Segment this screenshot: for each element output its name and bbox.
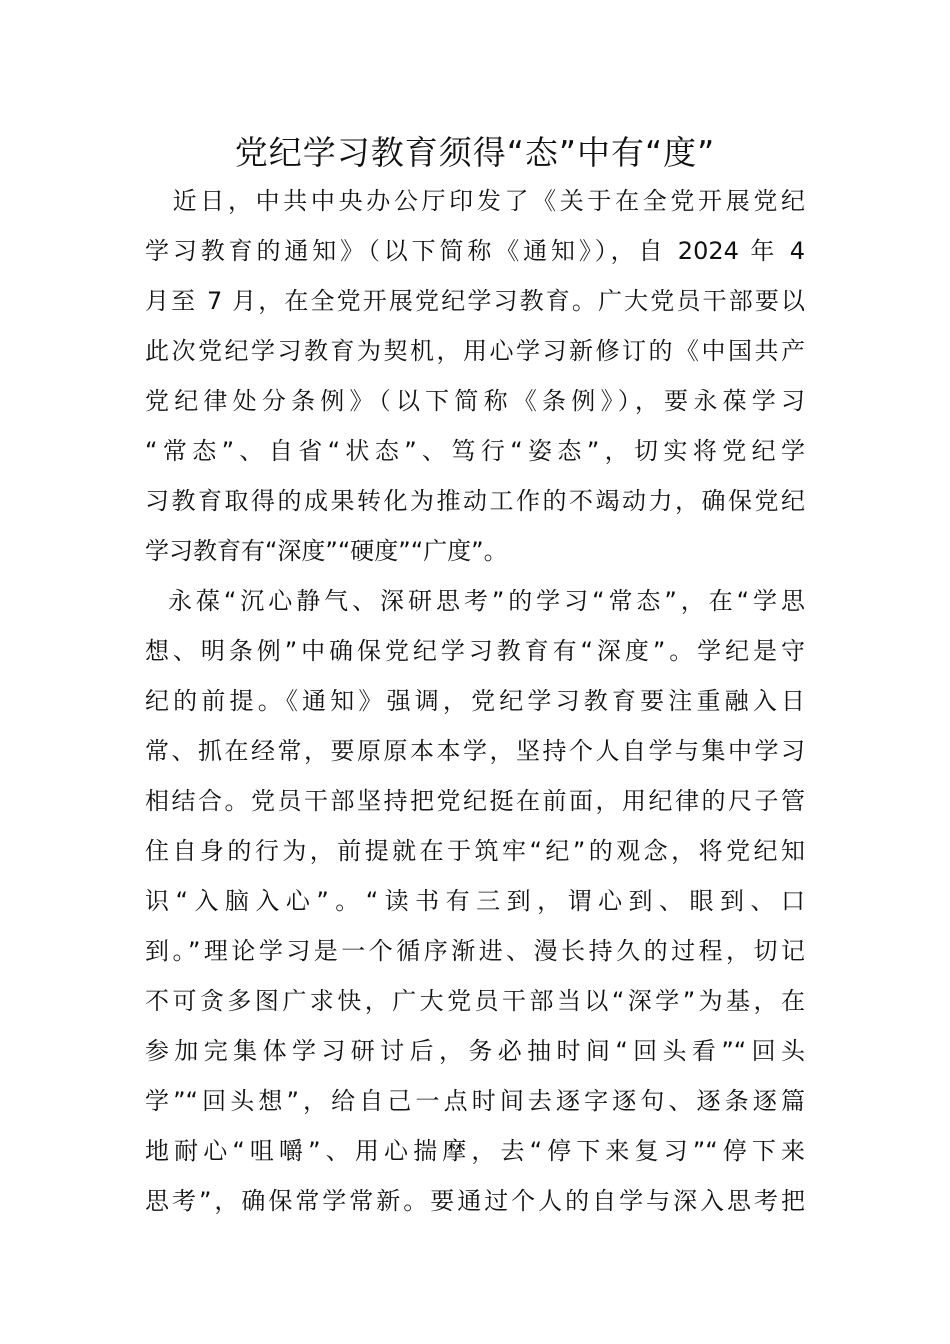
paragraph-line: 住自身的行为，前提就在于筑牢“纪”的观念，将党纪知 xyxy=(145,837,805,865)
paragraph-line: 学习教育的通知》（以下简称《通知》），自 2024 年 4 xyxy=(145,237,805,265)
paragraph-line: 习教育取得的成果转化为推动工作的不竭动力，确保党纪 xyxy=(145,487,805,515)
paragraph-line: 月至 7 月，在全党开展党纪学习教育。广大党员干部要以 xyxy=(145,287,805,315)
paragraph-line: 近日，中共中央办公厅印发了《关于在全党开展党纪 xyxy=(145,187,805,215)
paragraph-line: 思考”，确保常学常新。要通过个人的自学与深入思考把 xyxy=(145,1187,805,1215)
paragraph-line: 常、抓在经常，要原原本本学，坚持个人自学与集中学习 xyxy=(145,737,805,765)
paragraph-line: 纪的前提。《通知》强调，党纪学习教育要注重融入日 xyxy=(145,687,805,715)
paragraph-line: 识“入脑入心”。“读书有三到，谓心到、眼到、口 xyxy=(145,887,805,915)
paragraph-line: 学习教育有“深度”“硬度”“广度”。 xyxy=(145,537,508,565)
paragraph-line: 学”“回头想”，给自己一点时间去逐字逐句、逐条逐篇 xyxy=(145,1087,805,1115)
paragraph-line: 党纪律处分条例》（以下简称《条例》），要永葆学习 xyxy=(145,387,805,415)
paragraph-line: 参加完集体学习研讨后，务必抽时间“回头看”“回头 xyxy=(145,1037,805,1065)
paragraph-line: 相结合。党员干部坚持把党纪挺在前面，用纪律的尺子管 xyxy=(145,787,805,815)
paragraph-line: 到。”理论学习是一个循序渐进、漫长持久的过程，切记 xyxy=(145,937,805,965)
paragraph-line: 此次党纪学习教育为契机，用心学习新修订的《中国共产 xyxy=(145,337,805,365)
paragraph-line: 永葆“沉心静气、深研思考”的学习“常态”，在“学思 xyxy=(168,587,805,615)
paragraph-line: 想、明条例”中确保党纪学习教育有“深度”。学纪是守 xyxy=(145,637,805,665)
paragraph-line: 不可贪多图广求快，广大党员干部当以“深学”为基，在 xyxy=(145,987,805,1015)
document-title: 党纪学习教育须得“态”中有“度” xyxy=(234,133,716,172)
paragraph-line: “常态”、自省“状态”、笃行“姿态”，切实将党纪学 xyxy=(145,437,805,465)
paragraph-line: 地耐心“咀嚼”、用心揣摩，去“停下来复习”“停下来 xyxy=(145,1137,805,1165)
